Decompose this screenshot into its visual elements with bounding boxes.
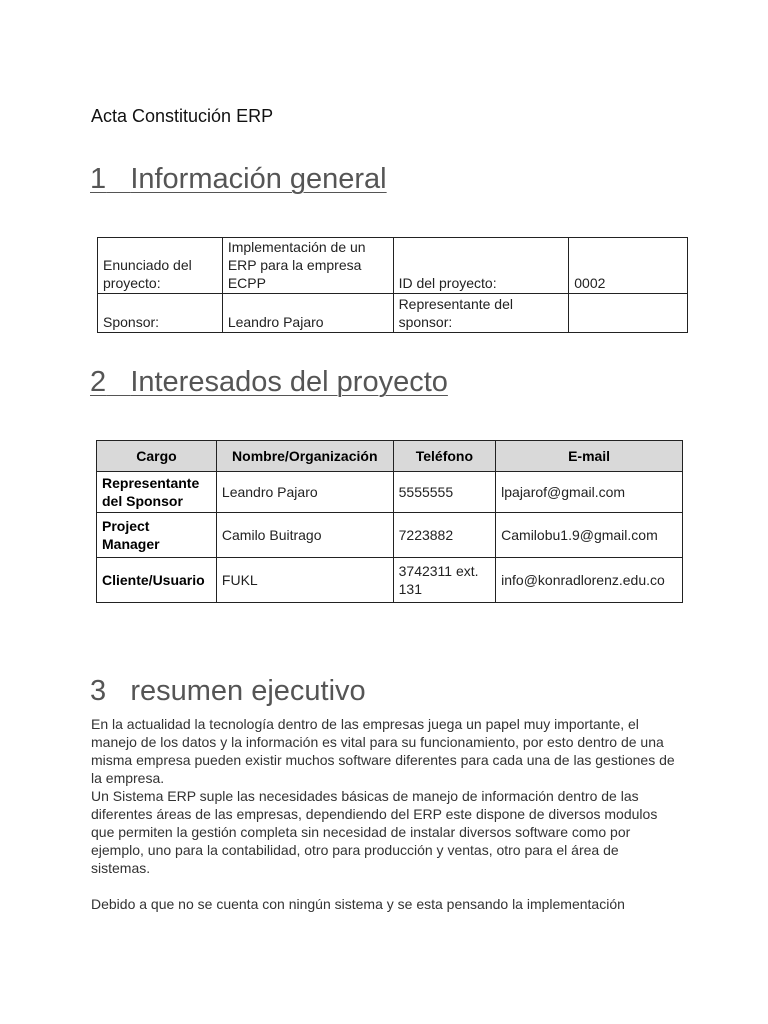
table-row (98, 294, 688, 333)
column-header: Cargo (97, 441, 217, 472)
section-title: Información general (130, 163, 387, 195)
phone-cell: 5555555 (393, 472, 496, 513)
role-cell: Representante del Sponsor (97, 472, 217, 513)
section-heading-stakeholders (90, 366, 448, 399)
executive-summary (91, 715, 681, 913)
column-header: Nombre/Organización (216, 441, 393, 472)
role-cell: Cliente/Usuario (97, 558, 217, 603)
stakeholders-table (96, 440, 683, 603)
paragraph: En la actualidad la tecnología dentro de las empresas juega un papel muy importante, el manejo de los datos y la información es vital para su funcionamiento, por esto dentro de una misma empresa pueden existir muchos software diferentes para cada una de las gestiones de la empresa. (91, 716, 675, 786)
name-cell: FUKL (216, 558, 393, 603)
table-cell (569, 294, 688, 333)
section-number: 3 (90, 675, 107, 707)
table-row (97, 558, 683, 603)
section-title: resumen ejecutivo (130, 675, 366, 707)
table-cell: 0002 (569, 238, 688, 294)
section-number: 2 (90, 366, 107, 398)
table-cell: Sponsor: (98, 294, 223, 333)
table-cell: Enunciado del proyecto: (98, 238, 223, 294)
section-title: Interesados del proyecto (130, 366, 448, 398)
email-cell: info@konradlorenz.edu.co (496, 558, 683, 603)
name-cell: Camilo Buitrago (216, 513, 393, 558)
phone-cell: 7223882 (393, 513, 496, 558)
paragraph: Debido a que no se cuenta con ningún sistema y se esta pensando la implementación (91, 896, 625, 912)
table-cell: Leandro Pajaro (222, 294, 393, 333)
name-cell: Leandro Pajaro (216, 472, 393, 513)
column-header: Teléfono (393, 441, 496, 472)
email-cell: Camilobu1.9@gmail.com (496, 513, 683, 558)
phone-cell: 3742311 ext. 131 (393, 558, 496, 603)
section-heading-summary (90, 675, 366, 708)
section-heading-general (90, 163, 387, 196)
table-row (97, 513, 683, 558)
table-row (97, 472, 683, 513)
role-cell: Project Manager (97, 513, 217, 558)
document-title: Acta Constitución ERP (91, 106, 274, 126)
table-cell: Representante del sponsor: (393, 294, 569, 333)
column-header: E-mail (496, 441, 683, 472)
email-cell: lpajarof@gmail.com (496, 472, 683, 513)
project-info-table (97, 237, 688, 333)
section-number: 1 (90, 163, 107, 195)
table-row (98, 238, 688, 294)
table-cell: Implementación de un ERP para la empresa ECPP (222, 238, 393, 294)
paragraph: Un Sistema ERP suple las necesidades básicas de manejo de información dentro de las diferentes áreas de las empresas, dependiendo del ERP este dispone de diversos modulos que permiten la gestión completa sin necesidad de instalar diversos software como por ejemplo, uno para la contabilidad, otro para producción y ventas, otro para el área de sistemas. (91, 788, 658, 876)
table-cell: ID del proyecto: (393, 238, 569, 294)
table-header-row (97, 441, 683, 472)
